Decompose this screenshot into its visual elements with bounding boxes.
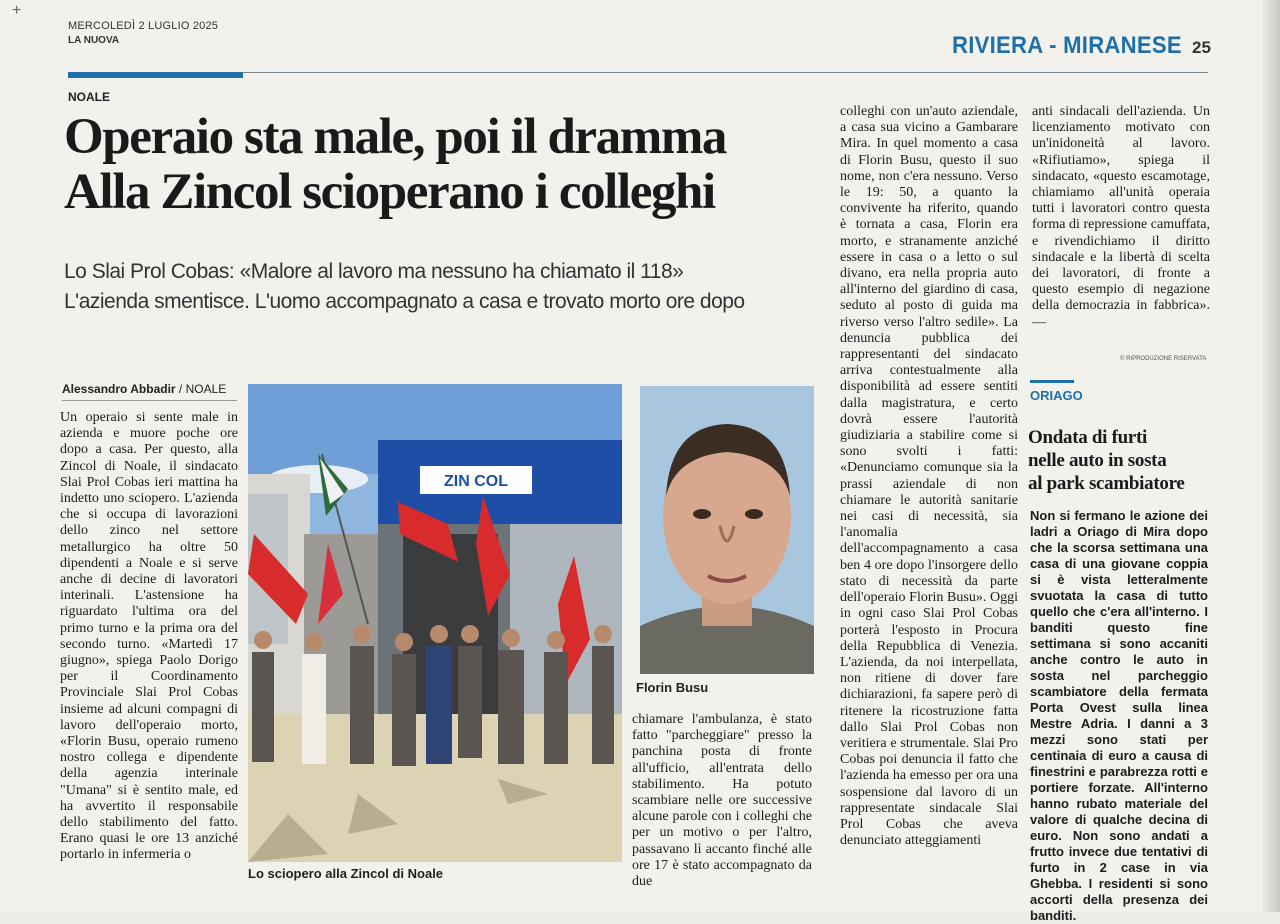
strike-photo	[248, 384, 622, 862]
portrait-illustration	[640, 386, 814, 674]
photo-caption-strike: Lo sciopero alla Zincol di Noale	[248, 866, 444, 881]
byline-place: / NOALE	[175, 382, 227, 396]
photo-caption-portrait: Florin Busu	[636, 680, 709, 695]
header-accent-bar	[68, 72, 243, 78]
sidebar-headline-line-1: Ondata di furti	[1028, 427, 1148, 448]
article-column-4: anti sindacali dell'azienda. Un licenziamento motivato con un'inidoneità al lavoro. «Rifiutiamo», spiega il sindacato, «questo escamotage, chiamiamo all'unità operaia tutti i lavoratori contro questa forma di repressione camuffata, e rivendichiamo il diritto sindacale e la libertà di scelta dei lavoratori, di fronte a questo esempio di negazione della democrazia in fabbrica». —	[1032, 104, 1210, 330]
header-page-number: 25	[1192, 38, 1211, 57]
strike-photo-illustration	[248, 384, 622, 862]
header-paper-name: LA NUOVA	[68, 35, 120, 46]
sidebar-headline	[1028, 426, 1218, 495]
headline-line-1: Operaio sta male, poi il dramma	[64, 109, 727, 165]
sidebar-headline-line-2: nelle auto in sosta	[1028, 450, 1167, 471]
byline-author: Alessandro Abbadir	[62, 382, 176, 396]
zincol-sign: ZIN COL	[444, 473, 508, 490]
article-kicker: NOALE	[68, 90, 110, 104]
article-column-3: colleghi con un'auto aziendale, a casa sua vicino a Gambarare Mira. In quel momento a casa di Florin Busu, questo il suo nome, non c'era nessuno. Verso le 19: 50, a quanto la convivente ha riferito, quando è tornata a casa, Florin era morto, e stranamente anziché essere in casa o a letto o sul divano, era nella propria auto all'interno del giardino di casa, seduto al posto di guida ma riverso verso l'altro sedile». La denuncia pubblica dei rappresentanti del sindacato arriva contestualmente alla disponibilità ad essere sentiti dalla magistratura, e certo dovrà essere l'autorità giudiziaria a stabilire come si sono svolti i fatti: «Denunciamo comunque sia la prassi aziendale di non chiamare le autorità sanitarie nei casi di necessità, sia l'anomalia dell'accompagnamento a casa ben 4 ore dopo l'insorgere dello stato di necessità da parte dell'operaio Florin Busu». Oggi in ogni caso Slai Prol Cobas porterà l'esposto in Procura della Repubblica di Venezia. L'azienda, da noi interpellata, non ritiene di dover fare dichiarazioni, fa sapere però di ritenere la ricostruzione fatta dallo Slai Prol Cobas non veritiera e strumentale. Slai Pro Cobas poi denuncia il fatto che l'azienda ha emesso per ora una sospensione dal lavoro di un rappresentate sindacale Slai Prol Cobas che aveva denunciato atteggiamenti	[840, 104, 1018, 849]
article-column-1: Un operaio si sente male in azienda e muore poche ore dopo a casa. Per questo, alla Zincol di Noale, il sindacato Slai Prol Cobas ieri mattina ha indetto uno sciopero. L'azienda che si occupa di lavorazioni dello zinco nel settore metallurgico ha oltre 50 dipendenti a Noale e si serve anche di decine di lavoratori interinali. L'astensione ha riguardato l'ultima ora del primo turno e la prima ora del secondo turno. «Martedì 17 giugno», spiega Paolo Dorigo per il Coordinamento Provinciale Slai Prol Cobas insieme ad alcuni compagni di lavoro dell'operaio morto, «Florin Busu, operaio rumeno nostro collega e dipendente della agenzia interinale "Umana" si è sentito male, ed ha avvertito il responsabile dello stabilimento del fatto. Erano quasi le ore 13 anziché portarlo in infermeria o	[60, 410, 238, 863]
article-column-2: chiamare l'ambulanza, è stato fatto "parcheggiare" presso la panchina posta di fronte all'ufficio, all'entrata dello stabilimento. Ha potuto scambiare nelle ore successive alcune parole con i colleghi che per un motivo o per l'altro, passavano lì accanto finché alle ore 17 è stato accompagnato da due	[632, 712, 812, 890]
sidebar-body: Non si fermano le azione dei ladri a Oriago di Mira dopo che la scorsa settimana una casa di una giovane coppia si è vista letteralmente svuotata la casa di tutto quello che c'era all'interno. I banditi questo fine settimana si sono accaniti anche contro le auto in sosta nel parcheggio scambiatore della fermata Porta Ovest sulla linea Mestre Adria. I danni a 3 mezzi sono stati per centinaia di euro a causa di finestrini e parabrezza rotti e portiere forzate. All'interno hanno rubato materiale del valore di qualche decina di euro. Non sono andati a frutto invece due tentativi di furto in 2 case in via Ghebba. I residenti si sono accorti della presenza dei banditi.	[1030, 508, 1208, 923]
header-date: MERCOLEDÌ 2 LUGLIO 2025	[68, 20, 219, 32]
page-fold-shadow	[1262, 0, 1280, 912]
byline-rule	[62, 400, 237, 401]
byline	[62, 382, 226, 396]
reproduction-notice: © RIPRODUZIONE RISERVATA	[1120, 356, 1207, 362]
portrait-photo	[640, 386, 814, 674]
article-headline	[64, 110, 864, 220]
sidebar-kicker: ORIAGO	[1030, 388, 1083, 403]
plus-mark-icon: +	[12, 2, 22, 19]
subtitle-line-2: L'azienda smentisce. L'uomo accompagnato a casa e trovato morto ore dopo	[64, 290, 745, 313]
headline-line-2: Alla Zincol scioperano i colleghi	[64, 164, 715, 220]
article-subtitle	[64, 257, 824, 317]
sidebar-accent-bar	[1030, 380, 1074, 383]
subtitle-line-1: Lo Slai Prol Cobas: «Malore al lavoro ma nessuno ha chiamato il 118»	[64, 260, 684, 283]
header-section: RIVIERA - MIRANESE	[952, 32, 1182, 59]
sidebar-headline-line-3: al park scambiatore	[1028, 473, 1185, 494]
